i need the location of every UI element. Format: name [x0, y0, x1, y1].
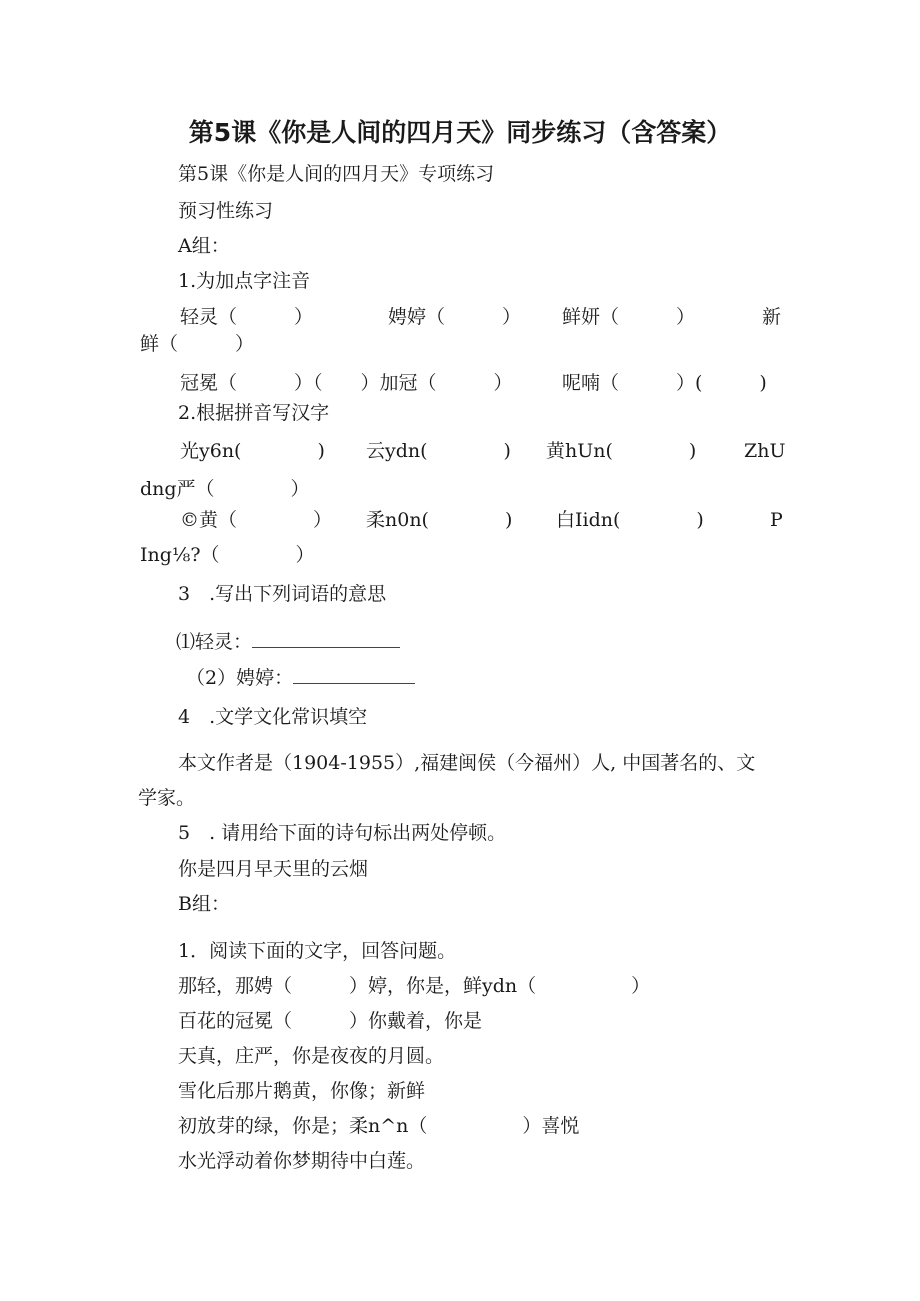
q1-item-qingling: 轻灵（ ）	[180, 306, 314, 328]
b1-heading: 1．阅读下面的文字，回答问题。	[178, 940, 457, 962]
page-title: 第5课《你是人间的四月天》同步练习（含答案）	[188, 118, 732, 147]
q1-heading: 1.为加点字注音	[178, 270, 311, 292]
q2-item-p: P	[770, 509, 783, 531]
subtitle: 第5课《你是人间的四月天》专项练习	[178, 163, 495, 185]
q3-heading: 3 .写出下列词语的意思	[178, 583, 387, 605]
q2-item-yunyan: 云ydn( )	[366, 440, 511, 462]
q1-item-xin: 新	[762, 306, 782, 328]
poem-line: 那轻，那娉（ ）婷，你是，鲜ydn（ ）	[178, 975, 651, 997]
q1-item-guanmian: 冠冕（ ）（ ）加冠（ ）	[180, 372, 513, 394]
section-preview: 预习性练习	[178, 200, 274, 222]
q2-heading: 2.根据拼音写汉字	[178, 402, 330, 424]
group-a-label: A组：	[178, 235, 230, 257]
q1-item-pingting: 娉婷（ ）	[388, 306, 522, 328]
q5-heading: 5 . 请用给下面的诗句标出两处停顿。	[178, 822, 507, 844]
q2-item-bailian: 白Iidn( )	[556, 509, 704, 531]
q1-item-xinxian-cont: 鲜（ ）	[140, 333, 255, 355]
poem-line: 初放芽的绿，你是；柔n^n（ ）喜悦	[178, 1115, 580, 1137]
q2-item-zhuangyan-cont: dng严（ ）	[140, 478, 310, 500]
q3-item2-label: （2）娉婷：	[186, 667, 294, 689]
q5-text: 你是四月早天里的云烟	[178, 858, 369, 880]
poem-line: 水光浮动着你梦期待中白莲。	[178, 1150, 426, 1172]
poem-line: 百花的冠冕（ ）你戴着，你是	[178, 1010, 483, 1032]
q4-heading: 4 .文学文化常识填空	[178, 706, 368, 728]
q3-item1	[176, 629, 400, 654]
q3-item1-label: ⑴轻灵：	[176, 631, 253, 653]
q4-text-line2: 学家。	[138, 787, 196, 809]
q2-item-huang: ©黄（ ）	[180, 509, 333, 531]
q2-item-rounen: 柔n0n( )	[366, 509, 513, 531]
q3-item2	[186, 665, 415, 690]
q1-item-ninan: 呢喃（ ）( )	[562, 372, 767, 394]
poem-line: 天真，庄严，你是夜夜的月圆。	[178, 1045, 445, 1067]
q3-item2-answer-line[interactable]	[293, 665, 415, 684]
q2-item-p-cont: Ing⅛?（ ）	[140, 544, 315, 566]
q4-text-line1: 本文作者是（1904-1955）,福建闽侯（今福州）人, 中国著名的、文	[178, 752, 756, 774]
poem-line: 雪化后那片鹅黄，你像；新鲜	[178, 1080, 426, 1102]
q2-item-guangyan: 光y6n( )	[180, 440, 325, 462]
q1-item-xianyan: 鲜妍（ ）	[562, 306, 696, 328]
group-b-label: B组：	[178, 893, 230, 915]
q2-item-zhu: ZhU	[744, 440, 786, 462]
q3-item1-answer-line[interactable]	[252, 629, 400, 648]
q2-item-huanghun: 黄hUn( )	[546, 440, 697, 462]
